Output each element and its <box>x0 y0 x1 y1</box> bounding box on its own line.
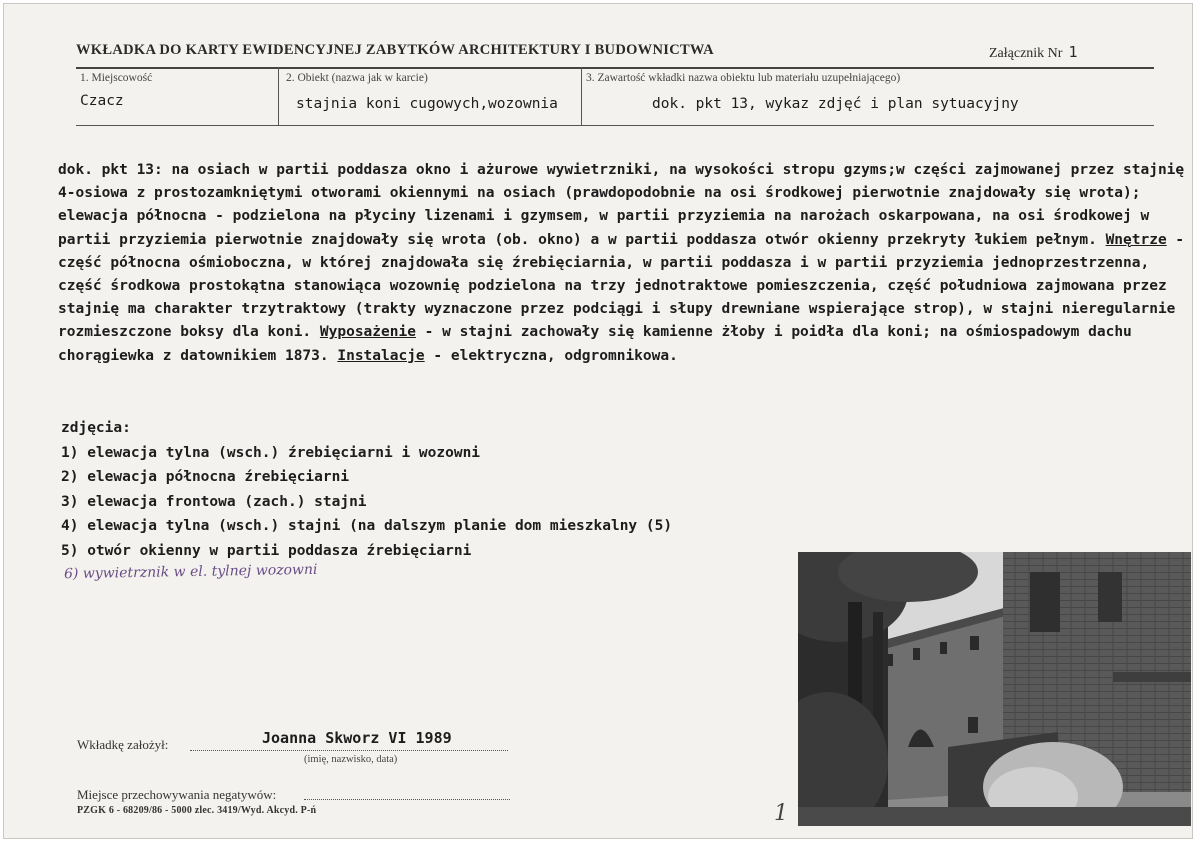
photo-list-item: 1) elewacja tylna (wsch.) źrebięciarni i wozowni <box>61 444 481 461</box>
field-separator-2 <box>581 67 582 125</box>
print-info: PZGK 6 - 68209/86 - 5000 zlec. 3419/Wyd. Akcyd. P-ń <box>77 805 317 816</box>
annex-label <box>989 43 1078 62</box>
header-divider <box>76 67 1154 69</box>
form-title: WKŁADKA DO KARTY EWIDENCYJNEJ ZABYTKÓW ARCHITEKTURY I BUDOWNICTWA <box>76 42 714 58</box>
field-value-object: stajnia koni cugowych,wozownia <box>296 96 558 112</box>
handwritten-photo-item: 6) wywietrznik w el. tylnej wozowni <box>63 561 318 583</box>
description-part-3: - w stajni zachowały się kamienne żłoby i poidła dla koni; na ośmiospadowym dachu chorągiewka z datownikiem 1873. <box>58 324 1132 364</box>
record-card <box>3 3 1193 839</box>
field-value-contents: dok. pkt 13, wykaz zdjęć i plan sytuacyjny <box>652 96 1019 112</box>
creator-dotted-line <box>190 750 508 751</box>
annex-number: 1 <box>1068 43 1078 61</box>
storage-label: Miejsce przechowywania negatywów: <box>77 787 277 802</box>
heading-interior: Wnętrze <box>1105 231 1167 248</box>
field-label-object: 2. Obiekt (nazwa jak w karcie) <box>286 72 428 84</box>
heading-equipment: Wyposażenie <box>319 324 416 341</box>
field-label-contents: 3. Zawartość wkładki nazwa obiektu lub materiału uzupełniającego) <box>586 72 901 84</box>
description-part-1: dok. pkt 13: na osiach w partii poddasza okno i ażurowe wywietrzniki, na wysokości stropu gzyms;w części zajmowanej przez stajnię 4-osiowa z prostozamkniętymi otworami okiennymi na osiach (prawdopodobnie na osi środkowej pierwotnie znajdowały się wrota); elewacja północna - podzielona na płyciny lizenami i gzymsem, w partii przyziemia na narożach oskarpowana, na osi środkowej w partii przyziemia pierwotnie znajdowały się wrota (ob. okno) a w partii poddasza otwór okienny przekryty łukiem pełnym. <box>58 162 1185 248</box>
page-mark: 1 <box>774 801 788 826</box>
photo-list-item: 4) elewacja tylna (wsch.) stajni (na dalszym planie dom mieszkalny (5) <box>61 518 673 534</box>
building-photo <box>798 552 1191 826</box>
storage-dotted-line <box>304 799 510 800</box>
field-separator-1 <box>278 67 279 125</box>
photo-list-item: 3) elewacja frontowa (zach.) stajni <box>61 493 367 510</box>
description-part-4: - elektryczna, odgromnikowa. <box>424 347 678 364</box>
photo-list-item: 5) otwór okienny w partii poddasza źrebięciarni <box>61 542 472 559</box>
description-text <box>58 159 1188 368</box>
photo-list-item: 2) elewacja północna źrebięciarni <box>61 469 350 485</box>
field-label-location: 1. Miejscowość <box>80 72 153 84</box>
photo-list-heading: zdjęcia: <box>61 420 131 436</box>
creator-hint: (imię, nazwisko, data) <box>304 754 398 765</box>
creator-value: Joanna Skworz VI 1989 <box>262 729 452 747</box>
field-value-location: Czacz <box>80 93 124 109</box>
building-photo-image <box>798 552 1191 826</box>
creator-label: Wkładkę założył: <box>77 737 169 752</box>
photo-list <box>61 416 672 563</box>
heading-installations: Instalacje <box>337 347 425 364</box>
fields-bottom-divider <box>76 125 1154 126</box>
description-part-2: - część północna ośmioboczna, w której znajdowała się źrebięciarnia, w partii poddasza i w partii przyziemia jednoprzestrzenna, część środkowa prostokątna stanowiąca wozownię podzielona na trzy jednotraktowe pomieszczenia, część południowa zajmowana przez stajnię ma charakter trzytraktowy (trakty wyznaczone przez podciągi i słupy drewniane wspierające strop), w stajni nieregularnie rozmieszczone boksy dla koni. <box>58 231 1185 341</box>
annex-label-text: Załącznik Nr <box>989 46 1063 61</box>
